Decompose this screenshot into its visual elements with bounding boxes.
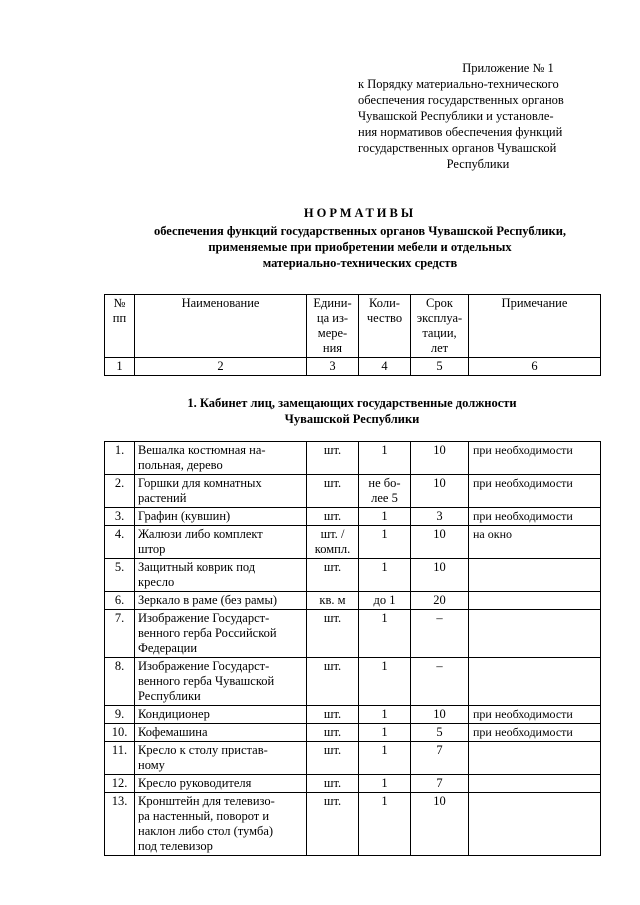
cell-text: 1 (381, 443, 388, 457)
item-term: 20 (411, 592, 469, 610)
item-unit (307, 610, 359, 658)
cell-text: 1 (381, 776, 388, 790)
item-unit (307, 793, 359, 856)
header-cell-name (135, 295, 307, 358)
item-note (469, 742, 601, 775)
cell-text: шт. (323, 794, 342, 808)
table-row (105, 475, 601, 508)
item-term: 10 (411, 559, 469, 592)
cell-text: шт. (323, 659, 342, 673)
cell-text: шт. (323, 509, 342, 523)
header-text: лет (430, 341, 449, 355)
header-text: № (113, 296, 126, 310)
table-row (105, 706, 601, 724)
table-row (105, 775, 601, 793)
cell-text: до 1 (373, 593, 396, 607)
item-number: 9. (105, 706, 135, 724)
appendix-line: Чувашской Республики и установле- (358, 109, 554, 123)
item-unit (307, 442, 359, 475)
cell-text: Федерации (138, 641, 198, 655)
cell-text: шт. (323, 776, 342, 790)
item-note: при необходимости (469, 508, 601, 526)
header-text: Едини- (313, 296, 352, 310)
cell-text: 1 (381, 560, 388, 574)
item-unit (307, 775, 359, 793)
appendix-line: к Порядку материально-технического (358, 77, 559, 91)
table-row (105, 742, 601, 775)
cell-text: шт. (323, 725, 342, 739)
cell-text: Кофемашина (138, 725, 208, 739)
item-term: 10 (411, 526, 469, 559)
cell-text: кв. м (319, 593, 346, 607)
item-name (135, 592, 307, 610)
section-title (104, 395, 600, 427)
cell-text: Жалюзи либо комплект (138, 527, 263, 541)
cell-text: Кресло руководителя (138, 776, 252, 790)
item-name (135, 475, 307, 508)
appendix-line: государственных органов Чувашской (358, 141, 557, 155)
column-number: 5 (411, 358, 469, 376)
item-term: 10 (411, 706, 469, 724)
item-quantity (359, 706, 411, 724)
table-row (105, 793, 601, 856)
appendix-line: обеспечения государственных органов (358, 93, 564, 107)
item-number: 11. (105, 742, 135, 775)
item-note: при необходимости (469, 724, 601, 742)
cell-text: 1 (381, 527, 388, 541)
cell-text: 1 (381, 743, 388, 757)
item-number: 1. (105, 442, 135, 475)
table-row (105, 559, 601, 592)
item-note (469, 793, 601, 856)
cell-text: ному (138, 758, 165, 772)
item-quantity (359, 724, 411, 742)
item-quantity (359, 610, 411, 658)
cell-text: шт. / (320, 527, 345, 541)
item-quantity (359, 658, 411, 706)
cell-text: Кронштейн для телевизо- (138, 794, 275, 808)
item-unit (307, 742, 359, 775)
appendix-block (358, 60, 598, 172)
item-name (135, 610, 307, 658)
cell-text: Кондиционер (138, 707, 210, 721)
header-row (105, 295, 601, 358)
cell-text: Изображение Государст- (138, 659, 270, 673)
item-unit (307, 508, 359, 526)
section-title-line: Чувашской Республики (284, 412, 420, 426)
item-unit (307, 724, 359, 742)
column-number: 2 (135, 358, 307, 376)
cell-text: 1 (381, 707, 388, 721)
cell-text: шт. (323, 476, 342, 490)
cell-text: под телевизор (138, 839, 213, 853)
cell-text: штор (138, 542, 166, 556)
items-table (104, 441, 601, 856)
item-number: 13. (105, 793, 135, 856)
item-number: 8. (105, 658, 135, 706)
header-cell-unit (307, 295, 359, 358)
item-term: 10 (411, 793, 469, 856)
header-cell-qty (359, 295, 411, 358)
cell-text: Зеркало в раме (без рамы) (138, 593, 278, 607)
item-number: 7. (105, 610, 135, 658)
item-unit (307, 559, 359, 592)
title-line: обеспечения функций государственных органов Чувашской Республики, (153, 224, 567, 238)
item-quantity (359, 442, 411, 475)
table-row (105, 508, 601, 526)
cell-text: польная, дерево (138, 458, 223, 472)
item-term: 10 (411, 475, 469, 508)
table-row (105, 526, 601, 559)
item-term: – (411, 658, 469, 706)
item-note (469, 559, 601, 592)
header-text: Наименование (181, 296, 260, 310)
item-number: 2. (105, 475, 135, 508)
header-cell-note (469, 295, 601, 358)
appendix-line: Республики (446, 157, 510, 171)
item-note (469, 610, 601, 658)
item-note (469, 658, 601, 706)
header-cell-num (105, 295, 135, 358)
header-text: Примечание (501, 296, 568, 310)
cell-text: шт. (323, 611, 342, 625)
item-number: 3. (105, 508, 135, 526)
cell-text: Кресло к столу пристав- (138, 743, 268, 757)
item-term: – (411, 610, 469, 658)
item-number: 12. (105, 775, 135, 793)
item-term: 5 (411, 724, 469, 742)
item-name (135, 559, 307, 592)
item-quantity (359, 508, 411, 526)
cell-text: 1 (381, 794, 388, 808)
item-name (135, 724, 307, 742)
column-number: 3 (307, 358, 359, 376)
header-text: тации, (422, 326, 457, 340)
header-text: ца из- (316, 311, 349, 325)
item-note: при необходимости (469, 475, 601, 508)
item-name (135, 706, 307, 724)
header-text: эксплуа- (416, 311, 463, 325)
table-row (105, 610, 601, 658)
item-number: 4. (105, 526, 135, 559)
cell-text: шт. (323, 707, 342, 721)
item-term: 3 (411, 508, 469, 526)
item-quantity (359, 592, 411, 610)
item-unit (307, 706, 359, 724)
item-term: 7 (411, 775, 469, 793)
item-note: при необходимости (469, 706, 601, 724)
header-text: чество (366, 311, 403, 325)
header-cell-term (411, 295, 469, 358)
item-quantity (359, 793, 411, 856)
cell-text: шт. (323, 560, 342, 574)
table-row (105, 592, 601, 610)
item-quantity (359, 775, 411, 793)
table-row (105, 658, 601, 706)
cell-text: 1 (381, 659, 388, 673)
item-name (135, 658, 307, 706)
cell-text: 1 (381, 725, 388, 739)
header-text: Коли- (369, 296, 400, 310)
item-note (469, 775, 601, 793)
column-number: 6 (469, 358, 601, 376)
section-title-line: 1. Кабинет лиц, замещающих государственные должности (187, 396, 517, 410)
item-term: 10 (411, 442, 469, 475)
item-note: на окно (469, 526, 601, 559)
item-unit (307, 526, 359, 559)
item-name (135, 775, 307, 793)
item-quantity (359, 559, 411, 592)
title-line: материально-технических средств (262, 256, 458, 270)
title-main: НОРМАТИВЫ (303, 206, 417, 220)
cell-text: Изображение Государст- (138, 611, 270, 625)
cell-text: Графин (кувшин) (138, 509, 231, 523)
cell-text: Защитный коврик под (138, 560, 256, 574)
item-number: 5. (105, 559, 135, 592)
item-number: 10. (105, 724, 135, 742)
column-number: 4 (359, 358, 411, 376)
cell-text: Республики (138, 689, 201, 703)
header-number-row (105, 358, 601, 376)
item-term: 7 (411, 742, 469, 775)
appendix-line: Приложение № 1 (462, 61, 554, 75)
cell-text: растений (138, 491, 187, 505)
item-quantity (359, 742, 411, 775)
table-row (105, 724, 601, 742)
cell-text: лее 5 (371, 491, 398, 505)
document-title (100, 205, 620, 271)
header-text: ния (322, 341, 343, 355)
header-text: мере- (317, 326, 348, 340)
table-header (104, 294, 601, 376)
cell-text: венного герба Российской (138, 626, 277, 640)
column-number: 1 (105, 358, 135, 376)
cell-text: шт. (323, 743, 342, 757)
cell-text: 1 (381, 611, 388, 625)
item-name (135, 742, 307, 775)
cell-text: шт. (323, 443, 342, 457)
item-quantity (359, 526, 411, 559)
item-number: 6. (105, 592, 135, 610)
item-quantity (359, 475, 411, 508)
cell-text: кресло (138, 575, 175, 589)
item-name (135, 442, 307, 475)
item-name (135, 793, 307, 856)
cell-text: ра настенный, поворот и (138, 809, 270, 823)
item-unit (307, 592, 359, 610)
item-unit (307, 475, 359, 508)
table-row (105, 442, 601, 475)
item-note (469, 592, 601, 610)
cell-text: Вешалка костюмная на- (138, 443, 266, 457)
header-text: пп (112, 311, 127, 325)
item-name (135, 508, 307, 526)
cell-text: 1 (381, 509, 388, 523)
cell-text: компл. (314, 542, 351, 556)
appendix-line: ния нормативов обеспечения функций (358, 125, 563, 139)
cell-text: венного герба Чувашской (138, 674, 275, 688)
cell-text: не бо- (368, 476, 401, 490)
item-unit (307, 658, 359, 706)
cell-text: Горшки для комнатных (138, 476, 262, 490)
item-note: при необходимости (469, 442, 601, 475)
item-name (135, 526, 307, 559)
cell-text: наклон либо стол (тумба) (138, 824, 274, 838)
header-text: Срок (426, 296, 453, 310)
title-line: применяемые при приобретении мебели и отдельных (208, 240, 512, 254)
